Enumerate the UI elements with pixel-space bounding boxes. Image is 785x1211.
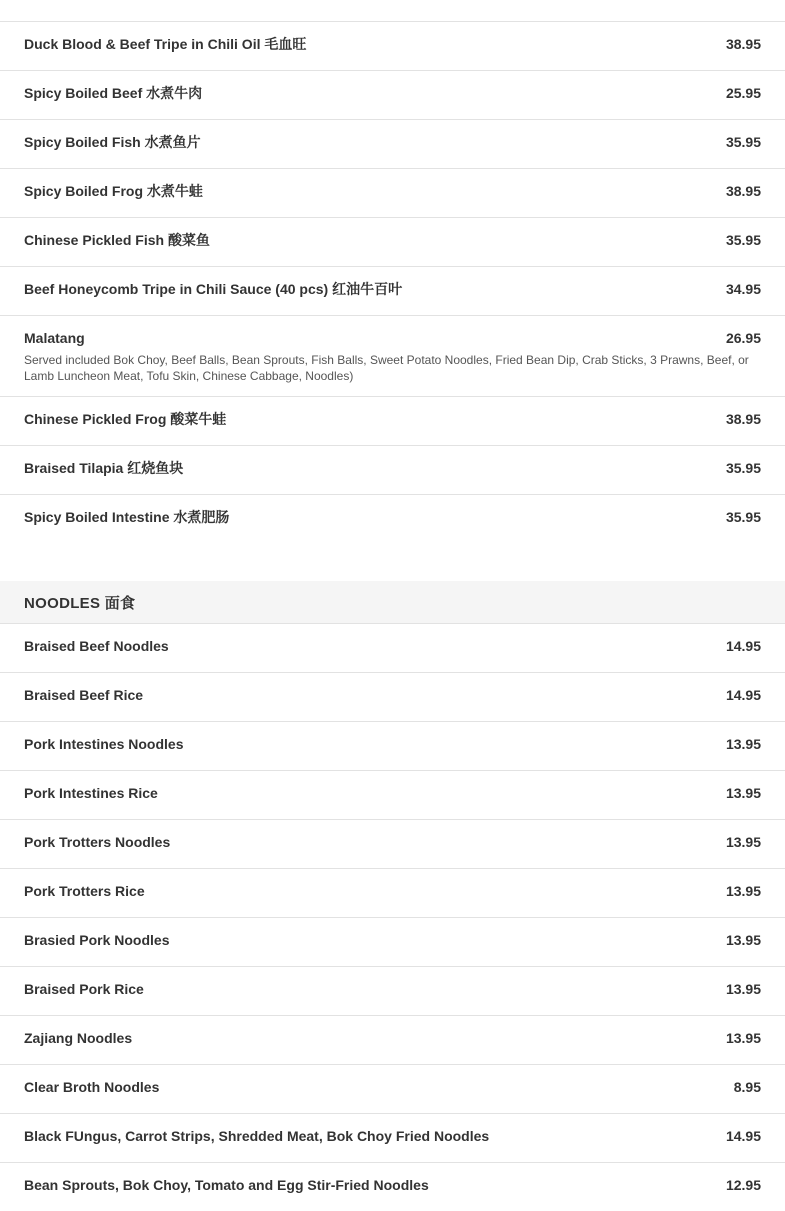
item-name: Malatang	[24, 330, 85, 346]
item-name: Spicy Boiled Frog 水煮牛蛙	[24, 183, 203, 199]
item-name: Braised Beef Rice	[24, 687, 144, 703]
menu-item[interactable]	[0, 218, 785, 267]
item-price: 38.95	[725, 183, 761, 199]
item-description: Served included Bok Choy, Beef Balls, Bean Sprouts, Fish Balls, Sweet Potato Noodles, Fried Bean Dip, Crab Sticks, 3 Prawns, Beef, or Lamb Luncheon Meat, Tofu Skin, Chinese Cabbage, Noodles)	[24, 353, 749, 383]
item-price: 35.95	[725, 460, 761, 476]
item-name: Pork Intestines Rice	[24, 785, 158, 801]
item-price: 26.95	[725, 330, 761, 346]
item-name: Chinese Pickled Frog 酸菜牛蛙	[24, 411, 227, 427]
item-name: Brasied Pork Noodles	[24, 932, 170, 948]
item-name: Spicy Boiled Beef 水煮牛肉	[24, 85, 203, 101]
item-name: Spicy Boiled Fish 水煮鱼片	[24, 134, 201, 150]
noodles-section-header	[0, 581, 785, 624]
menu-item[interactable]	[0, 967, 785, 1016]
item-price: 13.95	[725, 883, 761, 899]
menu-item[interactable]	[0, 673, 785, 722]
item-price: 12.95	[725, 1177, 761, 1193]
item-price: 35.95	[725, 232, 761, 248]
item-name: Beef Honeycomb Tripe in Chili Sauce (40 pcs) 红油牛百叶	[24, 281, 403, 297]
menu-item[interactable]	[0, 722, 785, 771]
item-name: Pork Intestines Noodles	[24, 736, 184, 752]
menu-item[interactable]	[0, 267, 785, 316]
menu-item[interactable]	[0, 120, 785, 169]
item-price: 14.95	[725, 687, 761, 703]
menu-item[interactable]	[0, 918, 785, 967]
item-price: 14.95	[725, 1128, 761, 1144]
item-name: Braised Beef Noodles	[24, 638, 169, 654]
item-price: 35.95	[725, 134, 761, 150]
section-spacer	[0, 543, 785, 581]
item-name: Black FUngus, Carrot Strips, Shredded Meat, Bok Choy Fried Noodles	[24, 1128, 490, 1144]
menu-item[interactable]	[0, 169, 785, 218]
noodles-section-items	[0, 624, 785, 1211]
menu-item[interactable]	[0, 869, 785, 918]
item-price: 38.95	[725, 411, 761, 427]
item-name: Bean Sprouts, Bok Choy, Tomato and Egg Stir-Fried Noodles	[24, 1177, 429, 1193]
item-price: 38.95	[725, 36, 761, 52]
menu-item[interactable]	[0, 624, 785, 673]
item-name: Spicy Boiled Intestine 水煮肥肠	[24, 509, 230, 525]
item-price: 8.95	[733, 1079, 761, 1095]
item-name: Pork Trotters Rice	[24, 883, 145, 899]
item-price: 13.95	[725, 981, 761, 997]
item-price: 13.95	[725, 932, 761, 948]
menu-item[interactable]	[0, 771, 785, 820]
item-name: Chinese Pickled Fish 酸菜鱼	[24, 232, 210, 248]
item-name: Pork Trotters Noodles	[24, 834, 171, 850]
menu-item[interactable]	[0, 1016, 785, 1065]
item-name: Zajiang Noodles	[24, 1030, 133, 1046]
menu-item[interactable]	[0, 397, 785, 446]
menu-item[interactable]	[0, 820, 785, 869]
menu-item[interactable]	[0, 1065, 785, 1114]
menu-item[interactable]	[0, 1163, 785, 1211]
item-price: 35.95	[725, 509, 761, 525]
menu-item[interactable]	[0, 446, 785, 495]
previous-section-header-cut	[0, 0, 785, 22]
item-price: 13.95	[725, 834, 761, 850]
item-name: Duck Blood & Beef Tripe in Chili Oil 毛血旺	[24, 36, 307, 52]
item-price: 13.95	[725, 1030, 761, 1046]
menu-item[interactable]	[0, 22, 785, 71]
section-title: NOODLES 面食	[24, 594, 136, 612]
item-name: Braised Tilapia 红烧鱼块	[24, 460, 184, 476]
menu-item[interactable]	[0, 495, 785, 543]
item-price: 25.95	[725, 85, 761, 101]
menu-item[interactable]	[0, 71, 785, 120]
menu-item[interactable]	[0, 1114, 785, 1163]
item-price: 13.95	[725, 736, 761, 752]
menu-item[interactable]	[0, 316, 785, 397]
item-price: 14.95	[725, 638, 761, 654]
top-section-items	[0, 22, 785, 543]
item-price: 13.95	[725, 785, 761, 801]
item-price: 34.95	[725, 281, 761, 297]
item-name: Braised Pork Rice	[24, 981, 144, 997]
item-name: Clear Broth Noodles	[24, 1079, 160, 1095]
